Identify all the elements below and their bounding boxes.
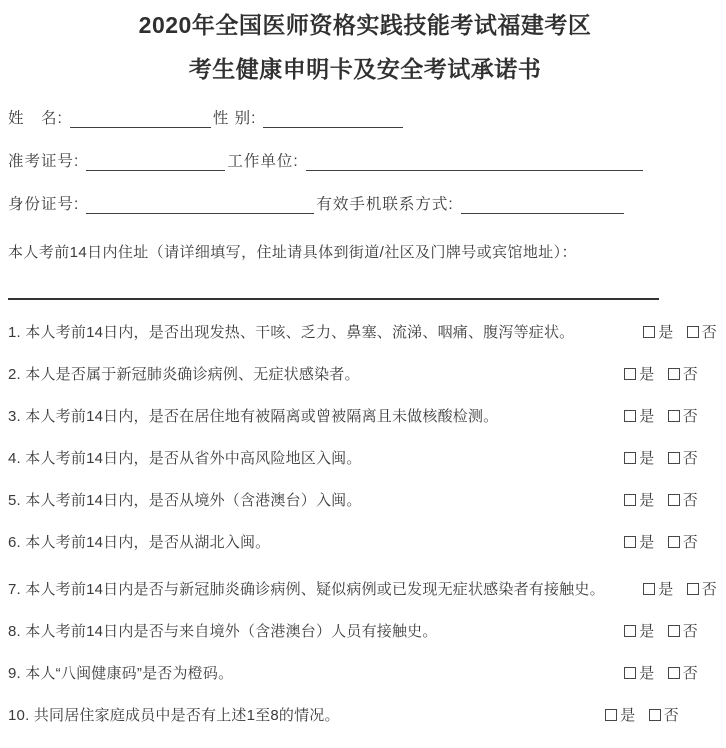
yes-label: 是 (639, 492, 655, 509)
question-text: 6. 本人考前14日内，是否从湖北入闽。 (8, 534, 271, 551)
no-label: 否 (682, 408, 698, 425)
yes-label: 是 (639, 665, 655, 682)
id-phone-row (8, 194, 722, 214)
question-text: 2. 本人是否属于新冠肺炎确诊病例、无症状感染者。 (8, 366, 360, 383)
yes-no-group (624, 489, 698, 510)
no-label: 否 (682, 450, 698, 467)
checkbox-yes-icon[interactable] (624, 667, 636, 679)
checkbox-no-icon[interactable] (668, 410, 680, 422)
no-label: 否 (701, 324, 717, 341)
question-text: 7. 本人考前14日内是否与新冠肺炎确诊病例、疑似病例或已发现无症状感染者有接触史。 (8, 581, 605, 598)
name-field[interactable] (70, 108, 211, 128)
yes-label: 是 (658, 581, 674, 598)
yes-option[interactable] (643, 578, 673, 599)
checkbox-yes-icon[interactable] (643, 326, 655, 338)
yes-label: 是 (658, 324, 674, 341)
name-gender-row (8, 108, 722, 128)
question-row-5 (8, 492, 722, 510)
checkbox-no-icon[interactable] (687, 326, 699, 338)
yes-no-group (624, 363, 698, 384)
checkbox-yes-icon[interactable] (643, 583, 655, 595)
question-row-4 (8, 450, 722, 468)
question-row-8 (8, 623, 722, 641)
checkbox-no-icon[interactable] (668, 625, 680, 637)
no-label: 否 (682, 366, 698, 383)
checkbox-no-icon[interactable] (668, 368, 680, 380)
question-row-9 (8, 665, 722, 683)
yes-option[interactable] (624, 620, 654, 641)
yes-option[interactable] (605, 704, 635, 725)
no-label: 否 (682, 492, 698, 509)
yes-no-group (643, 578, 717, 599)
no-option[interactable] (668, 489, 698, 510)
question-row-1 (8, 324, 722, 342)
no-option[interactable] (687, 578, 717, 599)
phone-field[interactable] (461, 194, 624, 214)
question-row-7 (8, 581, 722, 599)
question-row-2 (8, 366, 722, 384)
yes-no-group (624, 662, 698, 683)
no-option[interactable] (668, 531, 698, 552)
question-row-10 (8, 707, 722, 725)
question-text: 5. 本人考前14日内，是否从境外（含港澳台）入闽。 (8, 492, 362, 509)
no-label: 否 (663, 707, 679, 724)
checkbox-yes-icon[interactable] (624, 494, 636, 506)
yes-option[interactable] (624, 363, 654, 384)
admission-ticket-label: 准考证号: (8, 153, 80, 170)
gender-label: 性 别: (212, 110, 257, 127)
yes-option[interactable] (643, 321, 673, 342)
id-number-label: 身份证号: (8, 196, 80, 213)
yes-option[interactable] (624, 405, 654, 426)
checkbox-no-icon[interactable] (668, 536, 680, 548)
yes-label: 是 (639, 623, 655, 640)
health-questions-list (8, 324, 722, 725)
checkbox-yes-icon[interactable] (624, 625, 636, 637)
no-label: 否 (682, 665, 698, 682)
no-option[interactable] (668, 447, 698, 468)
question-text: 1. 本人考前14日内，是否出现发热、干咳、乏力、鼻塞、流涕、咽痛、腹泻等症状。 (8, 324, 575, 341)
checkbox-no-icon[interactable] (668, 667, 680, 679)
yes-label: 是 (620, 707, 636, 724)
checkbox-no-icon[interactable] (687, 583, 699, 595)
work-unit-label: 工作单位: (227, 153, 299, 170)
yes-no-group (624, 620, 698, 641)
yes-option[interactable] (624, 447, 654, 468)
yes-no-group (643, 321, 717, 342)
question-text: 9. 本人“八闽健康码”是否为橙码。 (8, 665, 234, 682)
no-label: 否 (682, 534, 698, 551)
work-unit-field[interactable] (306, 151, 643, 171)
question-text: 3. 本人考前14日内，是否在居住地有被隔离或曾被隔离且未做核酸检测。 (8, 408, 499, 425)
gender-field[interactable] (263, 108, 403, 128)
no-label: 否 (682, 623, 698, 640)
checkbox-yes-icon[interactable] (624, 368, 636, 380)
no-label: 否 (701, 581, 717, 598)
yes-label: 是 (639, 366, 655, 383)
document-title-line2: 考生健康申明卡及安全考试承诺书 (188, 56, 542, 82)
yes-label: 是 (639, 534, 655, 551)
address-blank-line[interactable] (8, 298, 659, 300)
checkbox-no-icon[interactable] (668, 452, 680, 464)
no-option[interactable] (668, 662, 698, 683)
yes-no-group (624, 447, 698, 468)
yes-label: 是 (639, 408, 655, 425)
checkbox-yes-icon[interactable] (624, 536, 636, 548)
no-option[interactable] (687, 321, 717, 342)
yes-label: 是 (639, 450, 655, 467)
question-text: 4. 本人考前14日内，是否从省外中高风险地区入闽。 (8, 450, 362, 467)
no-option[interactable] (668, 620, 698, 641)
ticket-unit-row (8, 151, 722, 171)
checkbox-yes-icon[interactable] (624, 410, 636, 422)
checkbox-yes-icon[interactable] (605, 709, 617, 721)
checkbox-no-icon[interactable] (649, 709, 661, 721)
name-label: 姓 名: (8, 110, 63, 127)
question-row-6 (8, 534, 722, 552)
no-option[interactable] (649, 704, 679, 725)
id-number-field[interactable] (86, 194, 314, 214)
no-option[interactable] (668, 405, 698, 426)
yes-option[interactable] (624, 662, 654, 683)
question-text: 10. 共同居住家庭成员中是否有上述1至8的情况。 (8, 707, 340, 724)
checkbox-yes-icon[interactable] (624, 452, 636, 464)
yes-option[interactable] (624, 489, 654, 510)
question-text: 8. 本人考前14日内是否与来自境外（含港澳台）人员有接触史。 (8, 623, 438, 640)
checkbox-no-icon[interactable] (668, 494, 680, 506)
address-label: 本人考前14日内住址（请详细填写，住址请具体到街道/社区及门牌号或宾馆地址）： (8, 244, 577, 261)
document-title-line1: 2020年全国医师资格实践技能考试福建考区 (138, 12, 592, 38)
yes-option[interactable] (624, 531, 654, 552)
yes-no-group (605, 704, 679, 725)
yes-no-group (624, 405, 698, 426)
admission-ticket-field[interactable] (86, 151, 225, 171)
applicant-info-section (8, 108, 722, 214)
question-row-3 (8, 408, 722, 426)
no-option[interactable] (668, 363, 698, 384)
yes-no-group (624, 531, 698, 552)
phone-label: 有效手机联系方式: (316, 196, 454, 213)
